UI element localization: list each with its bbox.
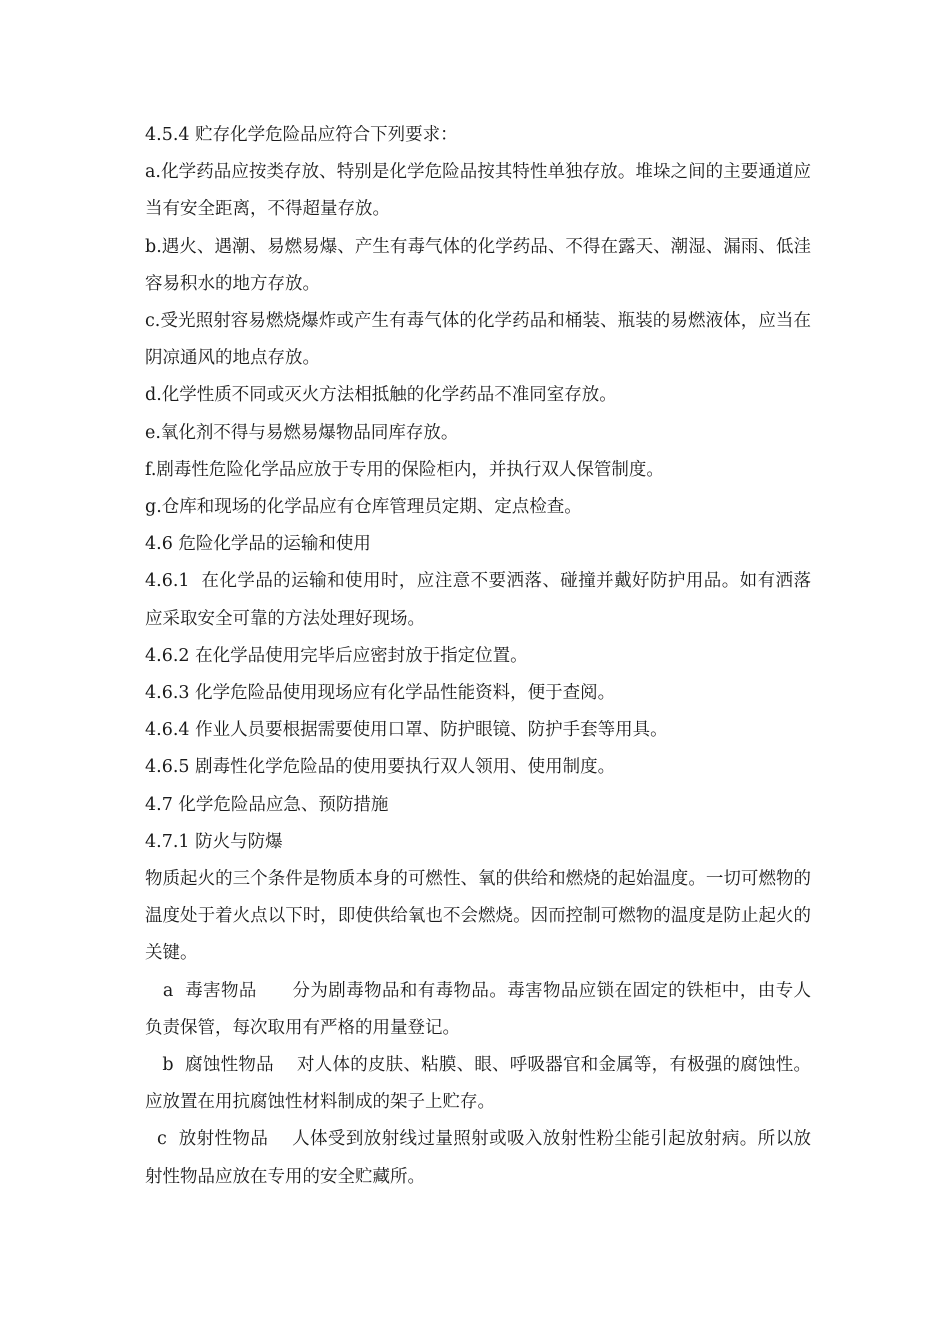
section-heading-4-5-4: 4.5.4 贮存化学危险品应符合下列要求： (145, 125, 458, 145)
section-heading-4-7: 4.7 化学危险品应急、预防措施 (145, 794, 389, 815)
list-item-c: c.受光照射容易燃烧爆炸或产生有毒气体的化学药品和桶装、瓶装的易燃液体，应当在阴凉通风的地点存放。 (145, 311, 811, 369)
clause-4-6-1: 4.6.1 在化学品的运输和使用时，应注意不要洒落、碰撞并戴好防护用品。如有洒落应采取安全可靠的方法处理好现场。 (145, 571, 811, 629)
clause-4-6-4: 4.6.4 作业人员要根据需要使用口罩、防护眼镜、防护手套等用具。 (145, 720, 668, 741)
section-heading-4-6: 4.6 危险化学品的运输和使用 (145, 534, 371, 555)
section-heading-4-7-1: 4.7.1 防火与防爆 (145, 831, 283, 852)
list-item-d: d.化学性质不同或灭火方法相抵触的化学药品不准同室存放。 (145, 385, 617, 406)
clause-4-6-2: 4.6.2 在化学品使用完毕后应密封放于指定位置。 (145, 645, 528, 666)
list-item-g: g.仓库和现场的化学品应有仓库管理员定期、定点检查。 (145, 497, 582, 518)
list-item-f: f.剧毒性危险化学品应放于专用的保险柜内，并执行双人保管制度。 (145, 459, 664, 480)
body-paragraph-fire: 物质起火的三个条件是物质本身的可燃性、氧的供给和燃烧的起始温度。一切可燃物的温度处于着火点以下时，即使供给氧也不会燃烧。因而控制可燃物的温度是防止起火的关键。 (145, 869, 811, 964)
document-body (145, 117, 811, 1196)
clause-4-6-3: 4.6.3 化学危险品使用现场应有化学品性能资料，便于查阅。 (145, 683, 616, 704)
hazard-item-a: a 毒害物品 分为剧毒物品和有毒物品。毒害物品应锁在固定的铁柜中，由专人负责保管，每次取用有严格的用量登记。 (145, 980, 811, 1038)
list-item-b: b.遇火、遇潮、易燃易爆、产生有毒气体的化学药品、不得在露天、潮湿、漏雨、低洼容易积水的地方存放。 (145, 236, 811, 294)
hazard-item-c: c 放射性物品 人体受到放射线过量照射或吸入放射性粉尘能引起放射病。所以放射性物品应放在专用的安全贮藏所。 (145, 1129, 811, 1187)
list-item-a: a.化学药品应按类存放、特别是化学危险品按其特性单独存放。堆垛之间的主要通道应当有安全距离，不得超量存放。 (145, 162, 811, 220)
list-item-e: e.氧化剂不得与易燃易爆物品同库存放。 (145, 422, 459, 443)
clause-4-6-5: 4.6.5 剧毒性化学危险品的使用要执行双人领用、使用制度。 (145, 757, 616, 778)
hazard-item-b: b 腐蚀性物品 对人体的皮肤、粘膜、眼、呼吸器官和金属等，有极强的腐蚀性。应放置在用抗腐蚀性材料制成的架子上贮存。 (145, 1055, 811, 1113)
